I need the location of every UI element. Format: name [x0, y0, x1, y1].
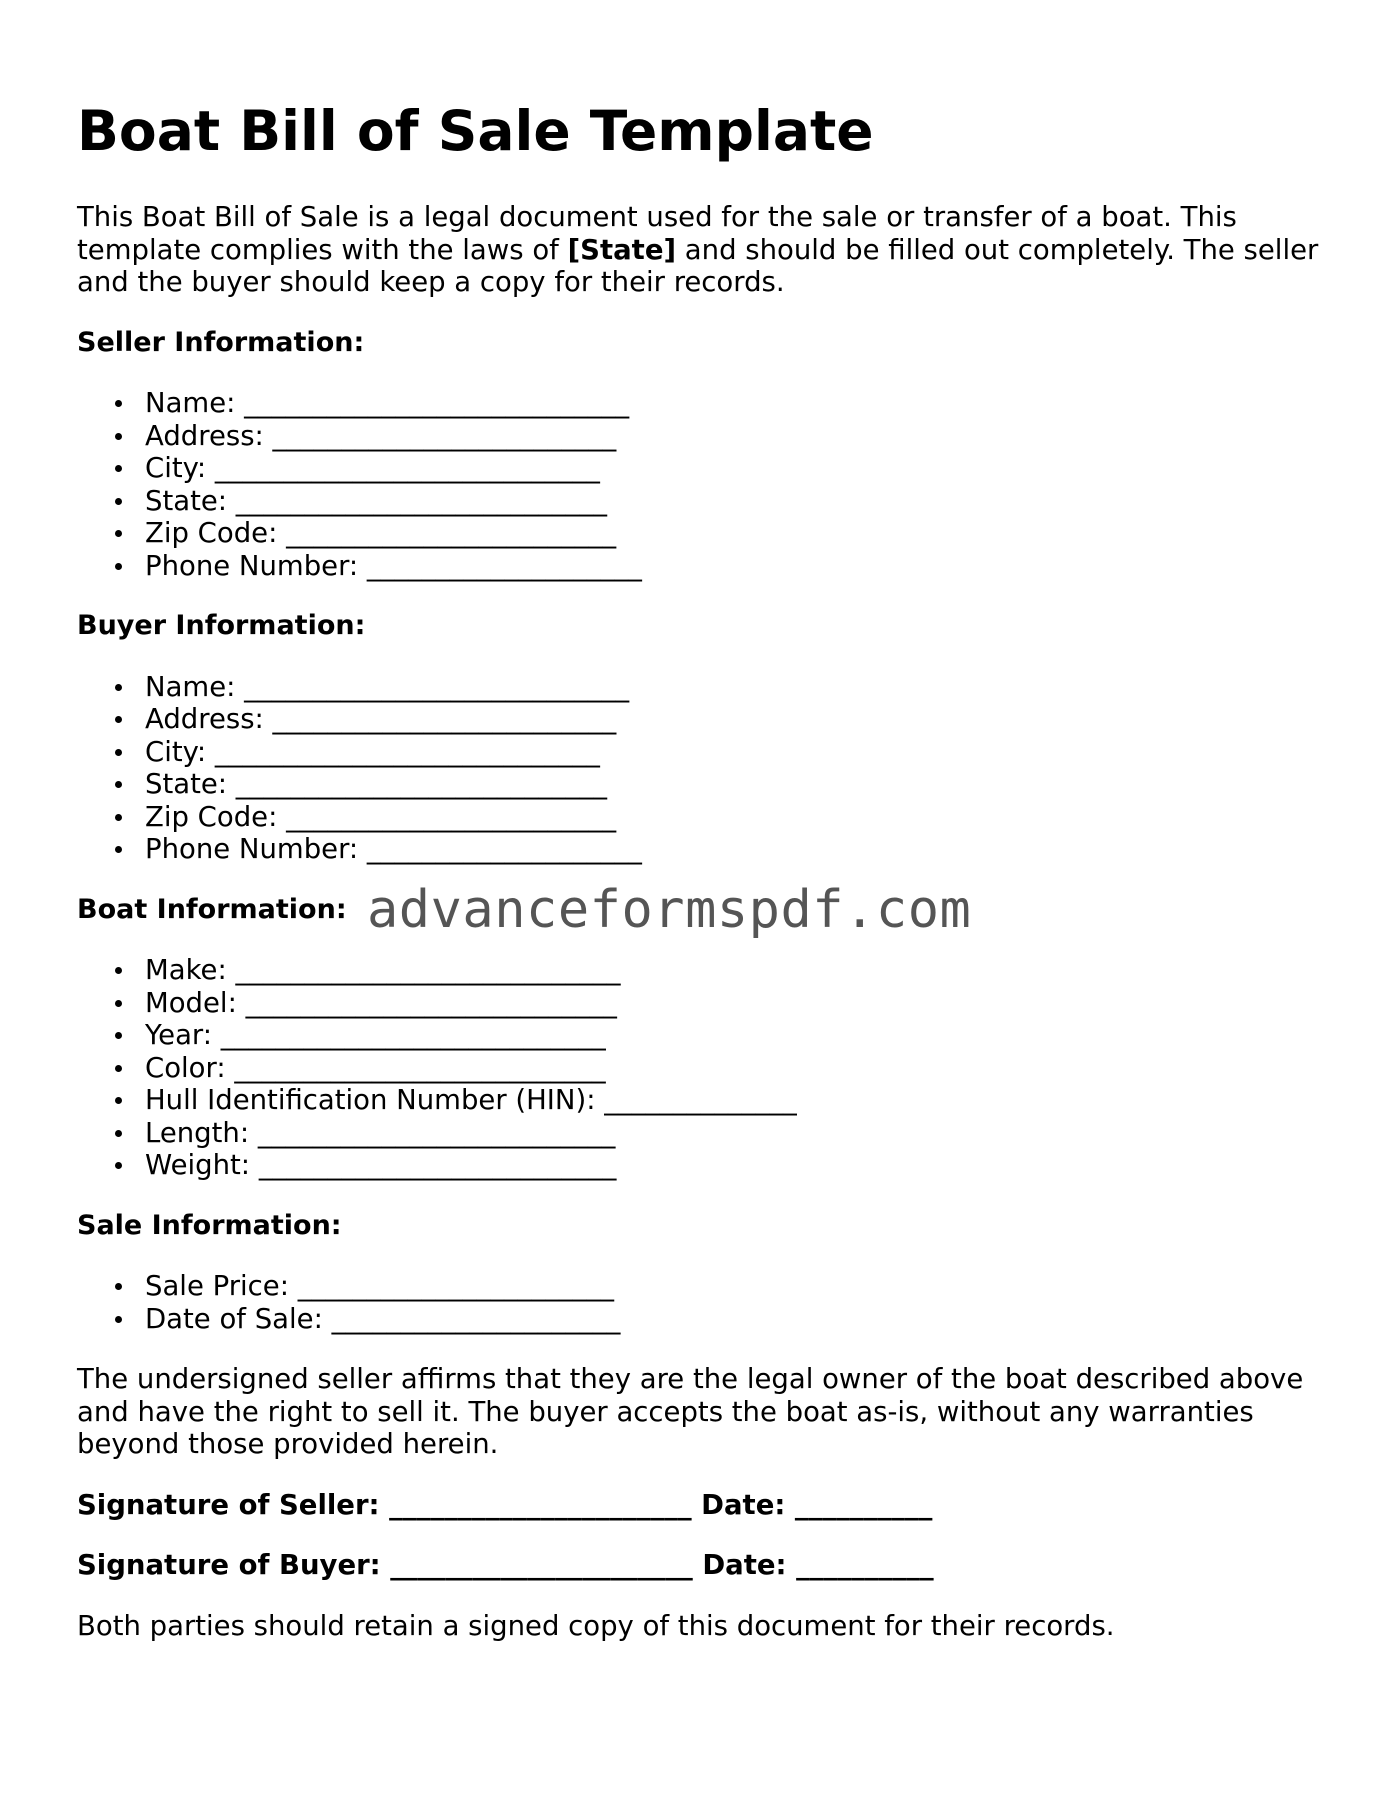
boat-color-field[interactable]: Color: ___________________________: [145, 1052, 1327, 1085]
boat-length-field[interactable]: Length: __________________________: [145, 1117, 1327, 1150]
seller-zip-field[interactable]: Zip Code: ________________________: [145, 517, 1327, 550]
buyer-address-field[interactable]: Address: _________________________: [145, 703, 1327, 736]
page-title: Boat Bill of Sale Template: [77, 99, 874, 163]
seller-heading: Seller Information:: [77, 326, 365, 358]
boat-year-field[interactable]: Year: ____________________________: [145, 1019, 1327, 1052]
seller-state-field[interactable]: State: ___________________________: [145, 485, 1327, 518]
boat-model-field[interactable]: Model: ___________________________: [145, 987, 1327, 1020]
buyer-name-field[interactable]: Name: ____________________________: [145, 671, 1327, 704]
closing-paragraph: Both parties should retain a signed copy of this document for their records.: [77, 1609, 1115, 1642]
boat-heading-row: [77, 879, 1327, 940]
seller-city-field[interactable]: City: ____________________________: [145, 452, 1327, 485]
boat-weight-field[interactable]: Weight: __________________________: [145, 1149, 1327, 1182]
buyer-state-field[interactable]: State: ___________________________: [145, 768, 1327, 801]
sale-heading: Sale Information:: [77, 1209, 342, 1241]
buyer-zip-field[interactable]: Zip Code: ________________________: [145, 801, 1327, 834]
seller-signature-line[interactable]: Signature of Seller: ______________________ Date: __________: [77, 1488, 933, 1521]
buyer-city-field[interactable]: City: ____________________________: [145, 736, 1327, 769]
sale-date-field[interactable]: Date of Sale: _____________________: [145, 1303, 1327, 1336]
state-placeholder: [State]: [567, 233, 677, 266]
intro-paragraph: [77, 201, 1327, 299]
intro-text-1: This Boat Bill of Sale is a legal document used for the sale or transfer of a boat. This template complies with the laws of: [77, 201, 1237, 266]
boat-make-field[interactable]: Make: ____________________________: [145, 954, 1327, 987]
seller-name-field[interactable]: Name: ____________________________: [145, 387, 1327, 420]
affirmation-paragraph: The undersigned seller affirms that they are the legal owner of the boat described above and have the right to sell it. The buyer accepts the boat as-is, without any warranties beyond those provided herein.: [77, 1363, 1304, 1460]
buyer-signature-line[interactable]: Signature of Buyer: ______________________ Date: __________: [77, 1549, 934, 1581]
sale-price-field[interactable]: Sale Price: _______________________: [145, 1270, 1327, 1303]
boat-hin-field[interactable]: Hull Identification Number (HIN): ______________: [145, 1084, 1327, 1117]
buyer-phone-field[interactable]: Phone Number: ____________________: [145, 833, 1327, 866]
seller-fields: [77, 387, 1327, 582]
boat-heading: Boat Information:: [77, 893, 347, 925]
buyer-heading: Buyer Information:: [77, 610, 366, 641]
seller-phone-field[interactable]: Phone Number: ____________________: [145, 550, 1327, 583]
boat-fields: [77, 954, 1327, 1182]
sale-fields: [77, 1270, 1327, 1335]
document-page: [77, 92, 1327, 1642]
buyer-fields: [77, 671, 1327, 866]
seller-address-field[interactable]: Address: _________________________: [145, 420, 1327, 453]
intro-text-2: and should be filled out completely. The seller and the buyer should keep a copy for their records.: [77, 233, 1319, 298]
watermark: advanceformspdf.com: [367, 879, 972, 940]
